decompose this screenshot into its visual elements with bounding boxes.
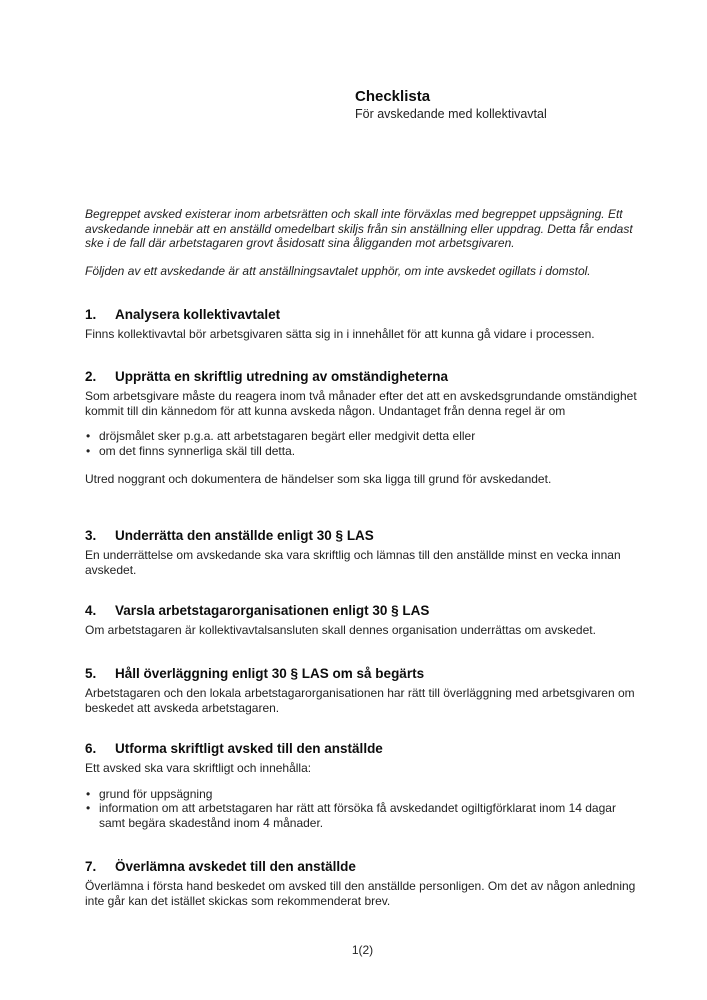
section-heading [85, 602, 640, 619]
bullet-item: • grund för uppsägning [85, 787, 640, 802]
section-heading [85, 306, 640, 323]
page-title: Checklista [355, 88, 431, 105]
section-title: Underrätta den anställde enligt 30 § LAS [115, 528, 374, 543]
section-heading [85, 368, 640, 385]
intro-paragraph: Begreppet avsked existerar inom arbetsrätten och skall inte förväxlas med begreppet uppsägning. Ett avskedande innebär att en anställd omedelbart skiljs från sin anställning eller uppdrag. Detta får endast ske i de fall där arbetstagaren grovt åsidosatt sina åligganden mot arbetsgivaren. [85, 207, 633, 250]
page-number: 1(2) [351, 943, 374, 957]
bullet-list [85, 429, 640, 458]
checklist-section [85, 527, 640, 577]
bullet-item: • dröjsmålet sker p.g.a. att arbetstagaren begärt eller medgivit detta eller [85, 429, 640, 444]
checklist-section [85, 368, 640, 487]
bullet-item: • om det finns synnerliga skäl till detta. [85, 444, 640, 459]
section-paragraph: En underrättelse om avskedande ska vara skriftlig och lämnas till den anställde minst en vecka innan avskedet. [85, 548, 621, 577]
section-title: Upprätta en skriftlig utredning av omständigheterna [115, 369, 449, 384]
section-number: 2. [85, 369, 97, 384]
section-title: Utforma skriftligt avsked till den anställde [115, 741, 383, 756]
section-body [85, 389, 640, 487]
page-footer [85, 943, 640, 958]
section-paragraph: Överlämna i första hand beskedet om avsked till den anställde personligen. Om det av någon anledning inte går kan det istället skickas som rekommenderat brev. [85, 879, 636, 908]
section-number: 3. [85, 528, 97, 543]
intro-paragraph: Följden av ett avskedande är att anställningsavtalet upphör, om inte avskedet ogillats i domstol. [85, 263, 591, 278]
checklist-section [85, 306, 640, 342]
section-body [85, 623, 640, 638]
page-subtitle: För avskedande med kollektivavtal [355, 107, 547, 121]
section-body [85, 327, 640, 342]
checklist-section [85, 740, 640, 830]
section-body [85, 761, 640, 830]
section-paragraph: Arbetstagaren och den lokala arbetstagarorganisationen har rätt till överläggning med arbetsgivaren om beskedet att avskeda arbetstagaren. [85, 686, 635, 715]
section-title: Varsla arbetstagarorganisationen enligt 30 § LAS [115, 603, 430, 618]
section-paragraph: Som arbetsgivare måste du reagera inom två månader efter det att en avskedsgrundande omständighet kommit till din kännedom för att kunna avskeda någon. Undantaget från denna regel är om [85, 389, 637, 418]
section-number: 1. [85, 307, 97, 322]
checklist-section [85, 665, 640, 715]
checklist-section [85, 602, 640, 638]
bullet-list [85, 787, 640, 831]
section-title: Överlämna avskedet till den anställde [115, 859, 356, 874]
section-heading [85, 527, 640, 544]
section-paragraph: Om arbetstagaren är kollektivavtalsansluten skall dennes organisation underrättas om avskedet. [85, 623, 596, 637]
section-title: Håll överläggning enligt 30 § LAS om så begärts [115, 666, 425, 681]
section-number: 4. [85, 603, 97, 618]
section-body [85, 548, 640, 577]
section-body [85, 686, 640, 715]
section-heading [85, 858, 640, 875]
bullet-item: • information om att arbetstagaren har rätt att försöka få avskedandet ogiltigförklarat inom 14 dagar samt begära skadestånd inom 4 månader. [85, 801, 640, 830]
section-heading [85, 740, 640, 757]
section-heading [85, 665, 640, 682]
section-paragraph: Ett avsked ska vara skriftligt och innehålla: [85, 761, 312, 775]
section-after-paragraph: Utred noggrant och dokumentera de händelser som ska ligga till grund för avskedandet. [85, 472, 552, 486]
section-paragraph: Finns kollektivavtal bör arbetsgivaren sätta sig in i innehållet för att kunna gå vidare i processen. [85, 327, 595, 341]
section-number: 6. [85, 741, 97, 756]
checklist-section [85, 858, 640, 908]
section-title: Analysera kollektivavtalet [115, 307, 281, 322]
section-number: 7. [85, 859, 97, 874]
section-body [85, 879, 640, 908]
section-number: 5. [85, 666, 97, 681]
